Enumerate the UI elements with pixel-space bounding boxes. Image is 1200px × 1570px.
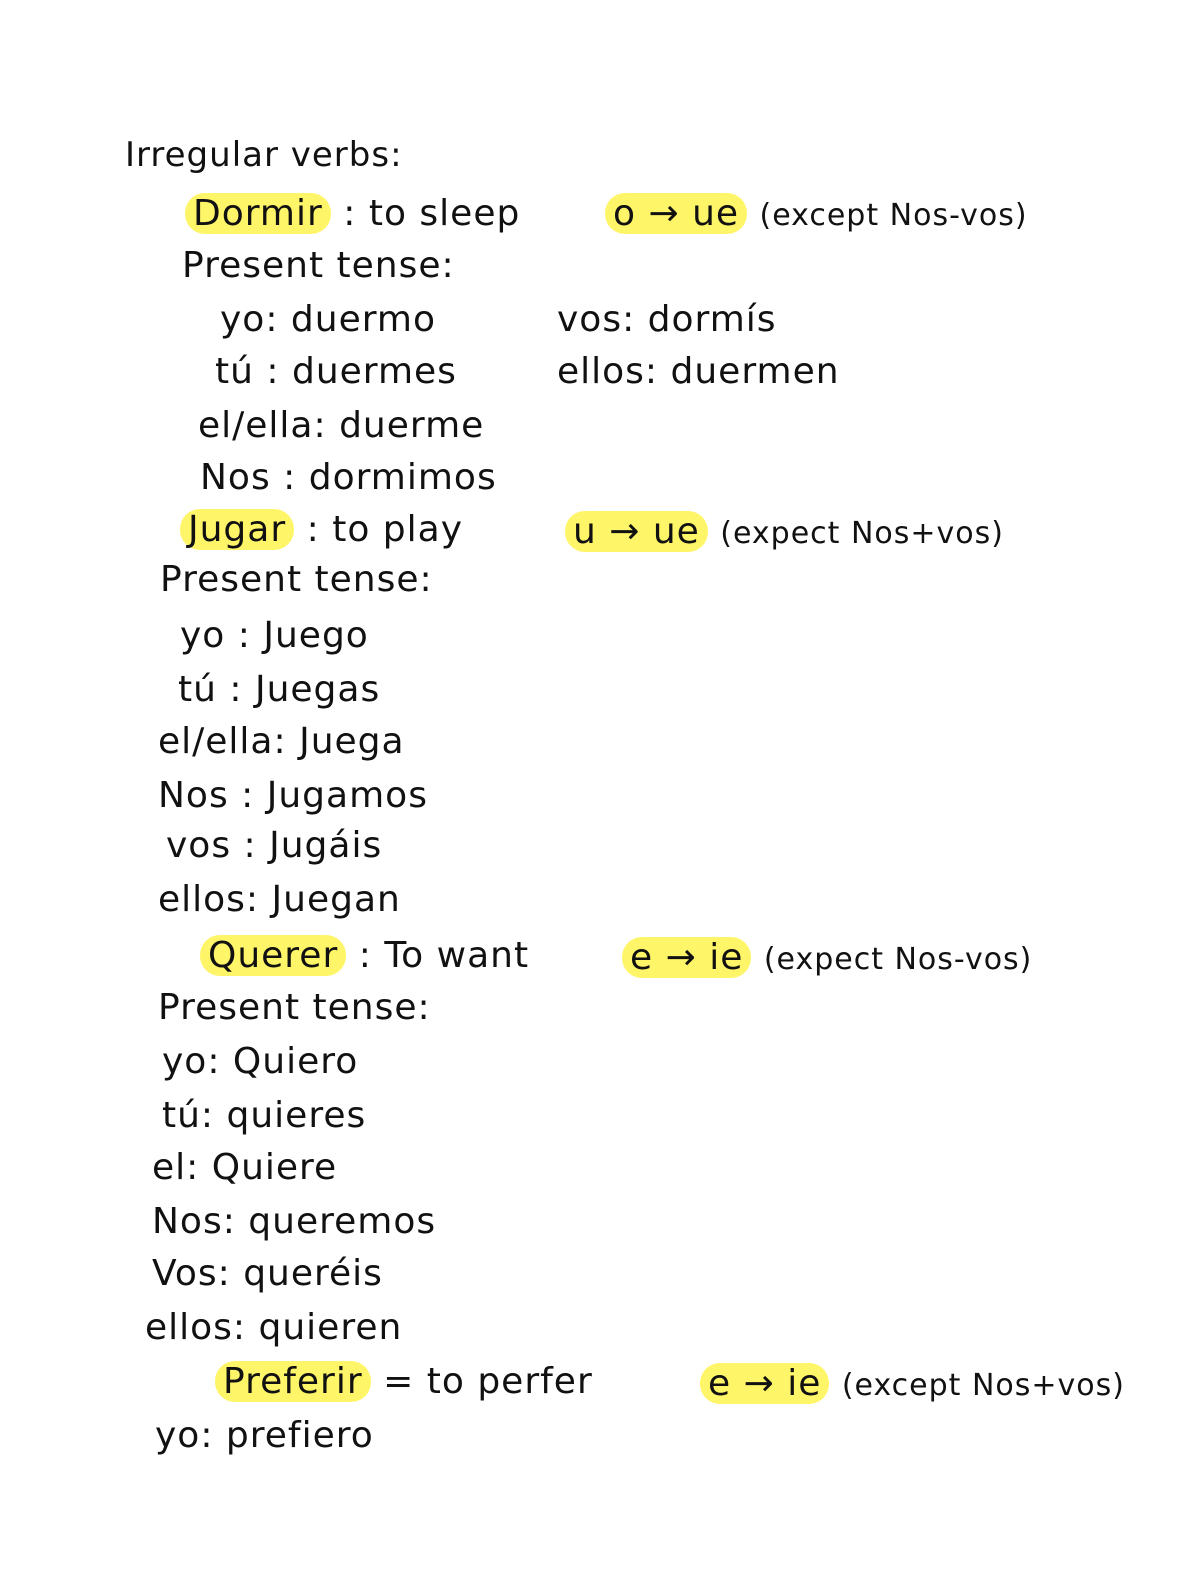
conjugation-row xyxy=(145,1307,403,1348)
verb-form: duermo xyxy=(290,299,436,340)
verb-jugar-change-row xyxy=(565,511,1004,552)
pronoun: tú: xyxy=(162,1095,215,1136)
verb-form: duermes xyxy=(291,351,457,392)
conjugation-row xyxy=(198,405,485,446)
verb-separator: = xyxy=(383,1361,415,1402)
conjugation-row xyxy=(162,1095,367,1136)
verb-form: queréis xyxy=(243,1253,383,1294)
verb-separator: : xyxy=(343,193,357,234)
pronoun: tú : xyxy=(178,669,243,710)
verb-form: dormimos xyxy=(308,457,497,498)
stem-change: e → ie xyxy=(622,937,751,978)
verb-querer-header xyxy=(200,935,530,976)
stem-change-note: (expect Nos+vos) xyxy=(720,516,1004,551)
conjugation-row xyxy=(200,457,497,498)
pronoun: Vos: xyxy=(152,1253,231,1294)
verb-jugar-header xyxy=(180,509,464,550)
verb-querer-change-row xyxy=(622,937,1033,978)
pronoun: yo: xyxy=(220,299,279,340)
stem-change-note: (except Nos-vos) xyxy=(759,198,1028,233)
verb-form: Jugamos xyxy=(266,775,428,816)
verb-meaning: to play xyxy=(332,509,464,550)
verb-dormir-header xyxy=(185,193,521,234)
stem-change-note: (expect Nos-vos) xyxy=(763,942,1033,977)
conjugation-row xyxy=(152,1201,437,1242)
conjugation-row xyxy=(152,1253,383,1294)
verb-form: Quiere xyxy=(211,1147,338,1188)
verb-separator: : xyxy=(306,509,320,550)
pronoun: yo: xyxy=(162,1041,221,1082)
pronoun: Nos: xyxy=(152,1201,236,1242)
verb-preferir-header xyxy=(215,1361,593,1402)
conjugation-row xyxy=(158,879,401,920)
conjugation-row xyxy=(557,351,840,392)
verb-meaning: To want xyxy=(384,935,530,976)
conjugation-row xyxy=(178,669,381,710)
pronoun: vos : xyxy=(166,825,257,866)
verb-form: queremos xyxy=(248,1201,437,1242)
verb-preferir-change-row xyxy=(700,1363,1125,1404)
verb-infinitive: Preferir xyxy=(215,1361,371,1402)
conjugation-row xyxy=(180,615,369,656)
conjugation-row xyxy=(220,299,436,340)
pronoun: vos: xyxy=(557,299,636,340)
conjugation-row xyxy=(162,1041,359,1082)
verb-separator: : xyxy=(358,935,372,976)
verb-infinitive: Querer xyxy=(200,935,346,976)
verb-meaning: to perfer xyxy=(426,1361,593,1402)
pronoun: tú : xyxy=(215,351,280,392)
verb-form: quieres xyxy=(226,1095,367,1136)
pronoun: el/ella: xyxy=(198,405,327,446)
conjugation-row xyxy=(215,351,457,392)
conjugation-row xyxy=(155,1415,374,1456)
verb-dormir-change-row xyxy=(605,193,1028,234)
tense-label-dormir: Present tense: xyxy=(182,245,455,286)
verb-infinitive: Dormir xyxy=(185,193,331,234)
verb-form: Quiero xyxy=(232,1041,359,1082)
verb-infinitive: Jugar xyxy=(180,509,294,550)
stem-change-note: (except Nos+vos) xyxy=(841,1368,1125,1403)
verb-form: quieren xyxy=(258,1307,403,1348)
pronoun: yo : xyxy=(180,615,251,656)
pronoun: Nos : xyxy=(158,775,255,816)
pronoun: el/ella: xyxy=(158,721,287,762)
pronoun: ellos: xyxy=(557,351,659,392)
pronoun: Nos : xyxy=(200,457,297,498)
page-title: Irregular verbs: xyxy=(125,135,403,175)
conjugation-row xyxy=(166,825,383,866)
verb-form: prefiero xyxy=(225,1415,374,1456)
verb-form: Jugáis xyxy=(269,825,383,866)
verb-form: Juegan xyxy=(271,879,401,920)
verb-form: Juega xyxy=(299,721,405,762)
verb-meaning: to sleep xyxy=(368,193,521,234)
conjugation-row xyxy=(152,1147,338,1188)
pronoun: ellos: xyxy=(145,1307,247,1348)
verb-form: Juego xyxy=(263,615,369,656)
conjugation-row xyxy=(557,299,777,340)
verb-form: Juegas xyxy=(254,669,381,710)
pronoun: yo: xyxy=(155,1415,214,1456)
verb-form: duerme xyxy=(339,405,485,446)
conjugation-row xyxy=(158,775,428,816)
stem-change: o → ue xyxy=(605,193,747,234)
conjugation-row xyxy=(158,721,405,762)
pronoun: el: xyxy=(152,1147,200,1188)
tense-label-querer: Present tense: xyxy=(158,987,431,1028)
pronoun: ellos: xyxy=(158,879,260,920)
tense-label-jugar: Present tense: xyxy=(160,559,433,600)
verb-form: duermen xyxy=(670,351,840,392)
stem-change: u → ue xyxy=(565,511,708,552)
stem-change: e → ie xyxy=(700,1363,829,1404)
verb-form: dormís xyxy=(647,299,777,340)
